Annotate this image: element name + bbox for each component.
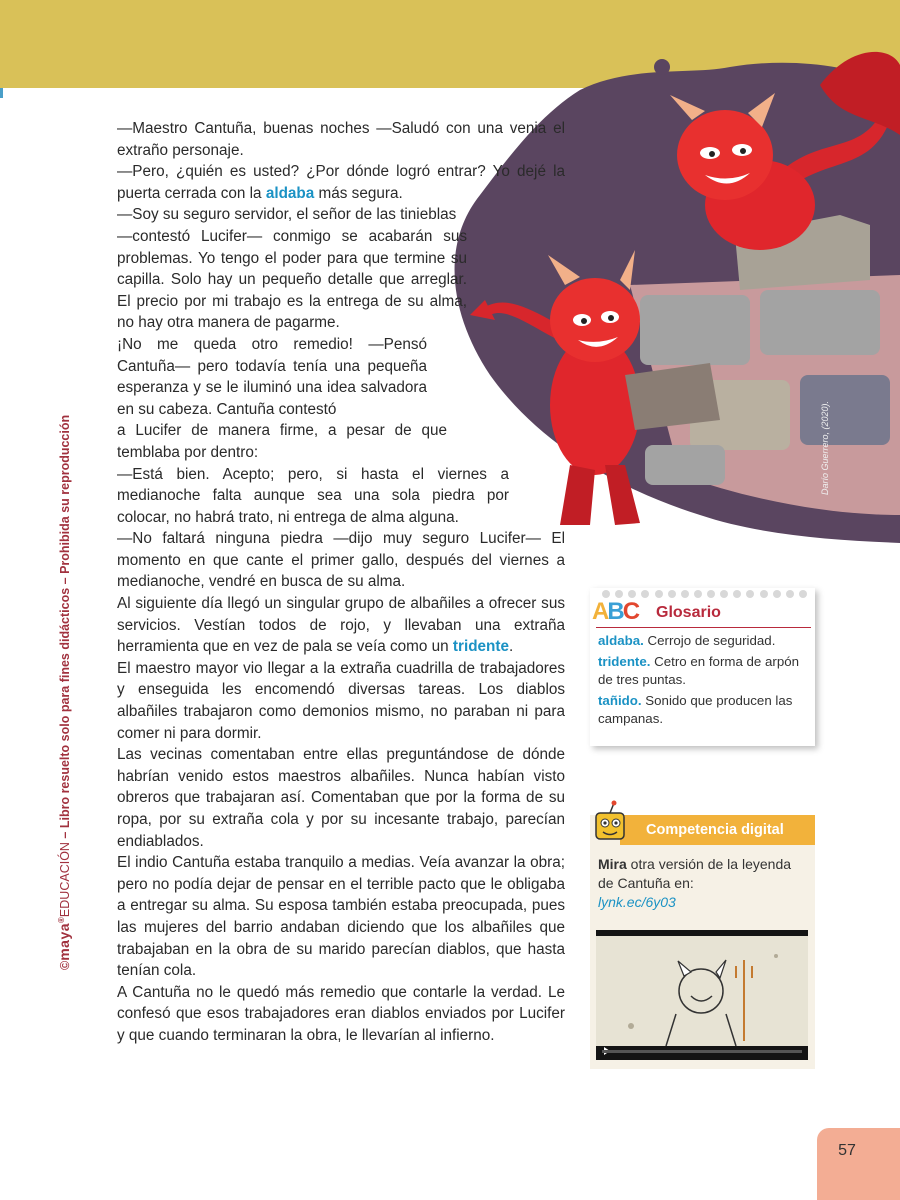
glossary-definition: Cetro en forma de arpón de tres puntas.	[598, 654, 800, 687]
glossary-definition: Sonido que producen las campanas.	[598, 693, 793, 726]
story-paragraph: Las vecinas comentaban entre ellas preguntándose de dónde habrían venido estos maestros albañiles. Nunca habían visto obreros que trabajaran así. Comentaban que por la forma de su ropa, por su extraña cola y por su incesante trabajo, parecían endiablados.	[117, 746, 565, 850]
story-paragraph: —Maestro Cantuña, buenas noches —Saludó con una venia el extraño personaje.	[117, 120, 565, 159]
stone-block	[800, 375, 890, 445]
stone-block	[645, 445, 725, 485]
story-paragraph: —contestó Lucifer— conmigo se acabarán sus problemas. Yo tengo el poder para que termine su capilla. Solo hay un pequeño detalle que arreglar. El precio por mi trabajo es la entrega de su alma, no hay otra manera de pagarme.	[117, 227, 467, 332]
story-paragraph: —Soy su seguro servidor, el señor de las tinieblas	[117, 206, 457, 224]
story-paragraph: Al siguiente día llegó un singular grupo de albañiles a ofrecer sus servicios. Vestían todos de rojo, y llevaban una extraña herramienta que en vez de pala se veía como un tridente.	[117, 595, 565, 656]
story-paragraph: —Pero, ¿quién es usted? ¿Por dónde logró entrar? Yo dejé la puerta cerrada con la aldaba más segura.	[117, 163, 565, 202]
devil-sketch-thumbnail	[596, 936, 808, 1046]
abc-logo-icon: ABC	[592, 598, 639, 625]
brand-logo-text: maya	[56, 922, 72, 961]
glossary-entries	[598, 632, 810, 731]
carried-stone	[625, 363, 720, 430]
glossary-keyword-aldaba: aldaba	[265, 184, 315, 202]
story-paragraph: —No faltará ninguna piedra —dijo muy seguro Lucifer— El momento en que cante el primer gallo, después del viernes a medianoche, vendré en busca de su alma.	[117, 530, 565, 591]
glossary-term: tridente.	[598, 654, 651, 669]
page-number: 57	[838, 1142, 856, 1159]
video-progress-bar[interactable]	[602, 1050, 802, 1053]
video-player[interactable]	[596, 930, 808, 1060]
robot-mascot-icon	[590, 799, 630, 843]
glossary-divider	[596, 627, 811, 628]
registered-mark: ®	[56, 917, 66, 923]
side-copyright-notice	[56, 310, 72, 970]
glossary-definition: Cerrojo de seguridad.	[643, 633, 776, 648]
illustration-credit: Darío Guerrero, (2020).	[820, 400, 830, 495]
copyright-symbol: ©	[58, 960, 72, 970]
story-paragraph: A Cantuña no le quedó más remedio que contarle la verdad. Le confesó que esos trabajadores eran diablos enviados por Lucifer y que cuando terminaran la obra, le llevarían al infierno.	[117, 983, 565, 1044]
digital-link[interactable]: lynk.ec/6y03	[598, 894, 676, 910]
video-thumbnail	[596, 936, 808, 1046]
glossary-entry	[598, 692, 810, 728]
glossary-term: aldaba.	[598, 633, 644, 648]
digital-lead: Mira	[598, 856, 627, 872]
digital-competence-box	[590, 815, 815, 1069]
story-paragraph: —Está bien. Acepto; pero, si hasta el viernes a medianoche falta aunque sea una sola piedra por colocar, no habrá trato, ni entrega de alma alguna.	[117, 465, 509, 526]
stone-block	[760, 290, 880, 355]
story-paragraph: El indio Cantuña estaba tranquilo a medias. Veía avanzar la obra; pero no podía dejar de pensar en el terrible pacto que le obligaba a entregar su alma. Su esposa también estaba preocupada, pues las mujeres del barrio andaban diciendo que los albañiles que trabajaban en la obra de su marido parecían diablos, que hasta tenían cola.	[117, 854, 565, 980]
story-paragraph: El maestro mayor vio llegar a la extraña cuadrilla de trabajadores y enseguida les encomendó diversas tareas. Los diablos albañiles trabajaron como demonios mismo, no paraban ni para comer ni para dormir.	[117, 659, 565, 742]
digital-competence-text: Mira otra versión de la leyenda de Cantuña en: lynk.ec/6y03	[598, 856, 792, 910]
page-number-tab	[817, 1128, 900, 1200]
brand-edu: EDUCACIÓN	[58, 842, 72, 918]
story-paragraph: a Lucifer de manera firme, a pesar de que temblaba por dentro:	[117, 422, 447, 461]
glossary-entry	[598, 632, 810, 650]
story-text	[117, 118, 565, 1047]
glossary-entry	[598, 653, 810, 689]
story-paragraph: ¡No me queda otro remedio! —Pensó Cantuña— pero todavía tenía una pequeña esperanza y se le iluminó una idea salvadora en su cabeza. Cantuña contestó	[117, 335, 427, 418]
digital-competence-title: Competencia digital	[620, 815, 815, 845]
glossary-keyword-tridente: tridente	[452, 638, 509, 656]
top-band-accent	[0, 88, 3, 98]
glossary-term: tañido.	[598, 693, 642, 708]
glossary-title: Glosario	[656, 604, 721, 621]
reproduction-notice: – Libro resuelto solo para fines didácticos – Prohibida su reproducción	[58, 414, 72, 843]
glossary-box	[590, 588, 815, 746]
stone-block	[640, 295, 750, 365]
